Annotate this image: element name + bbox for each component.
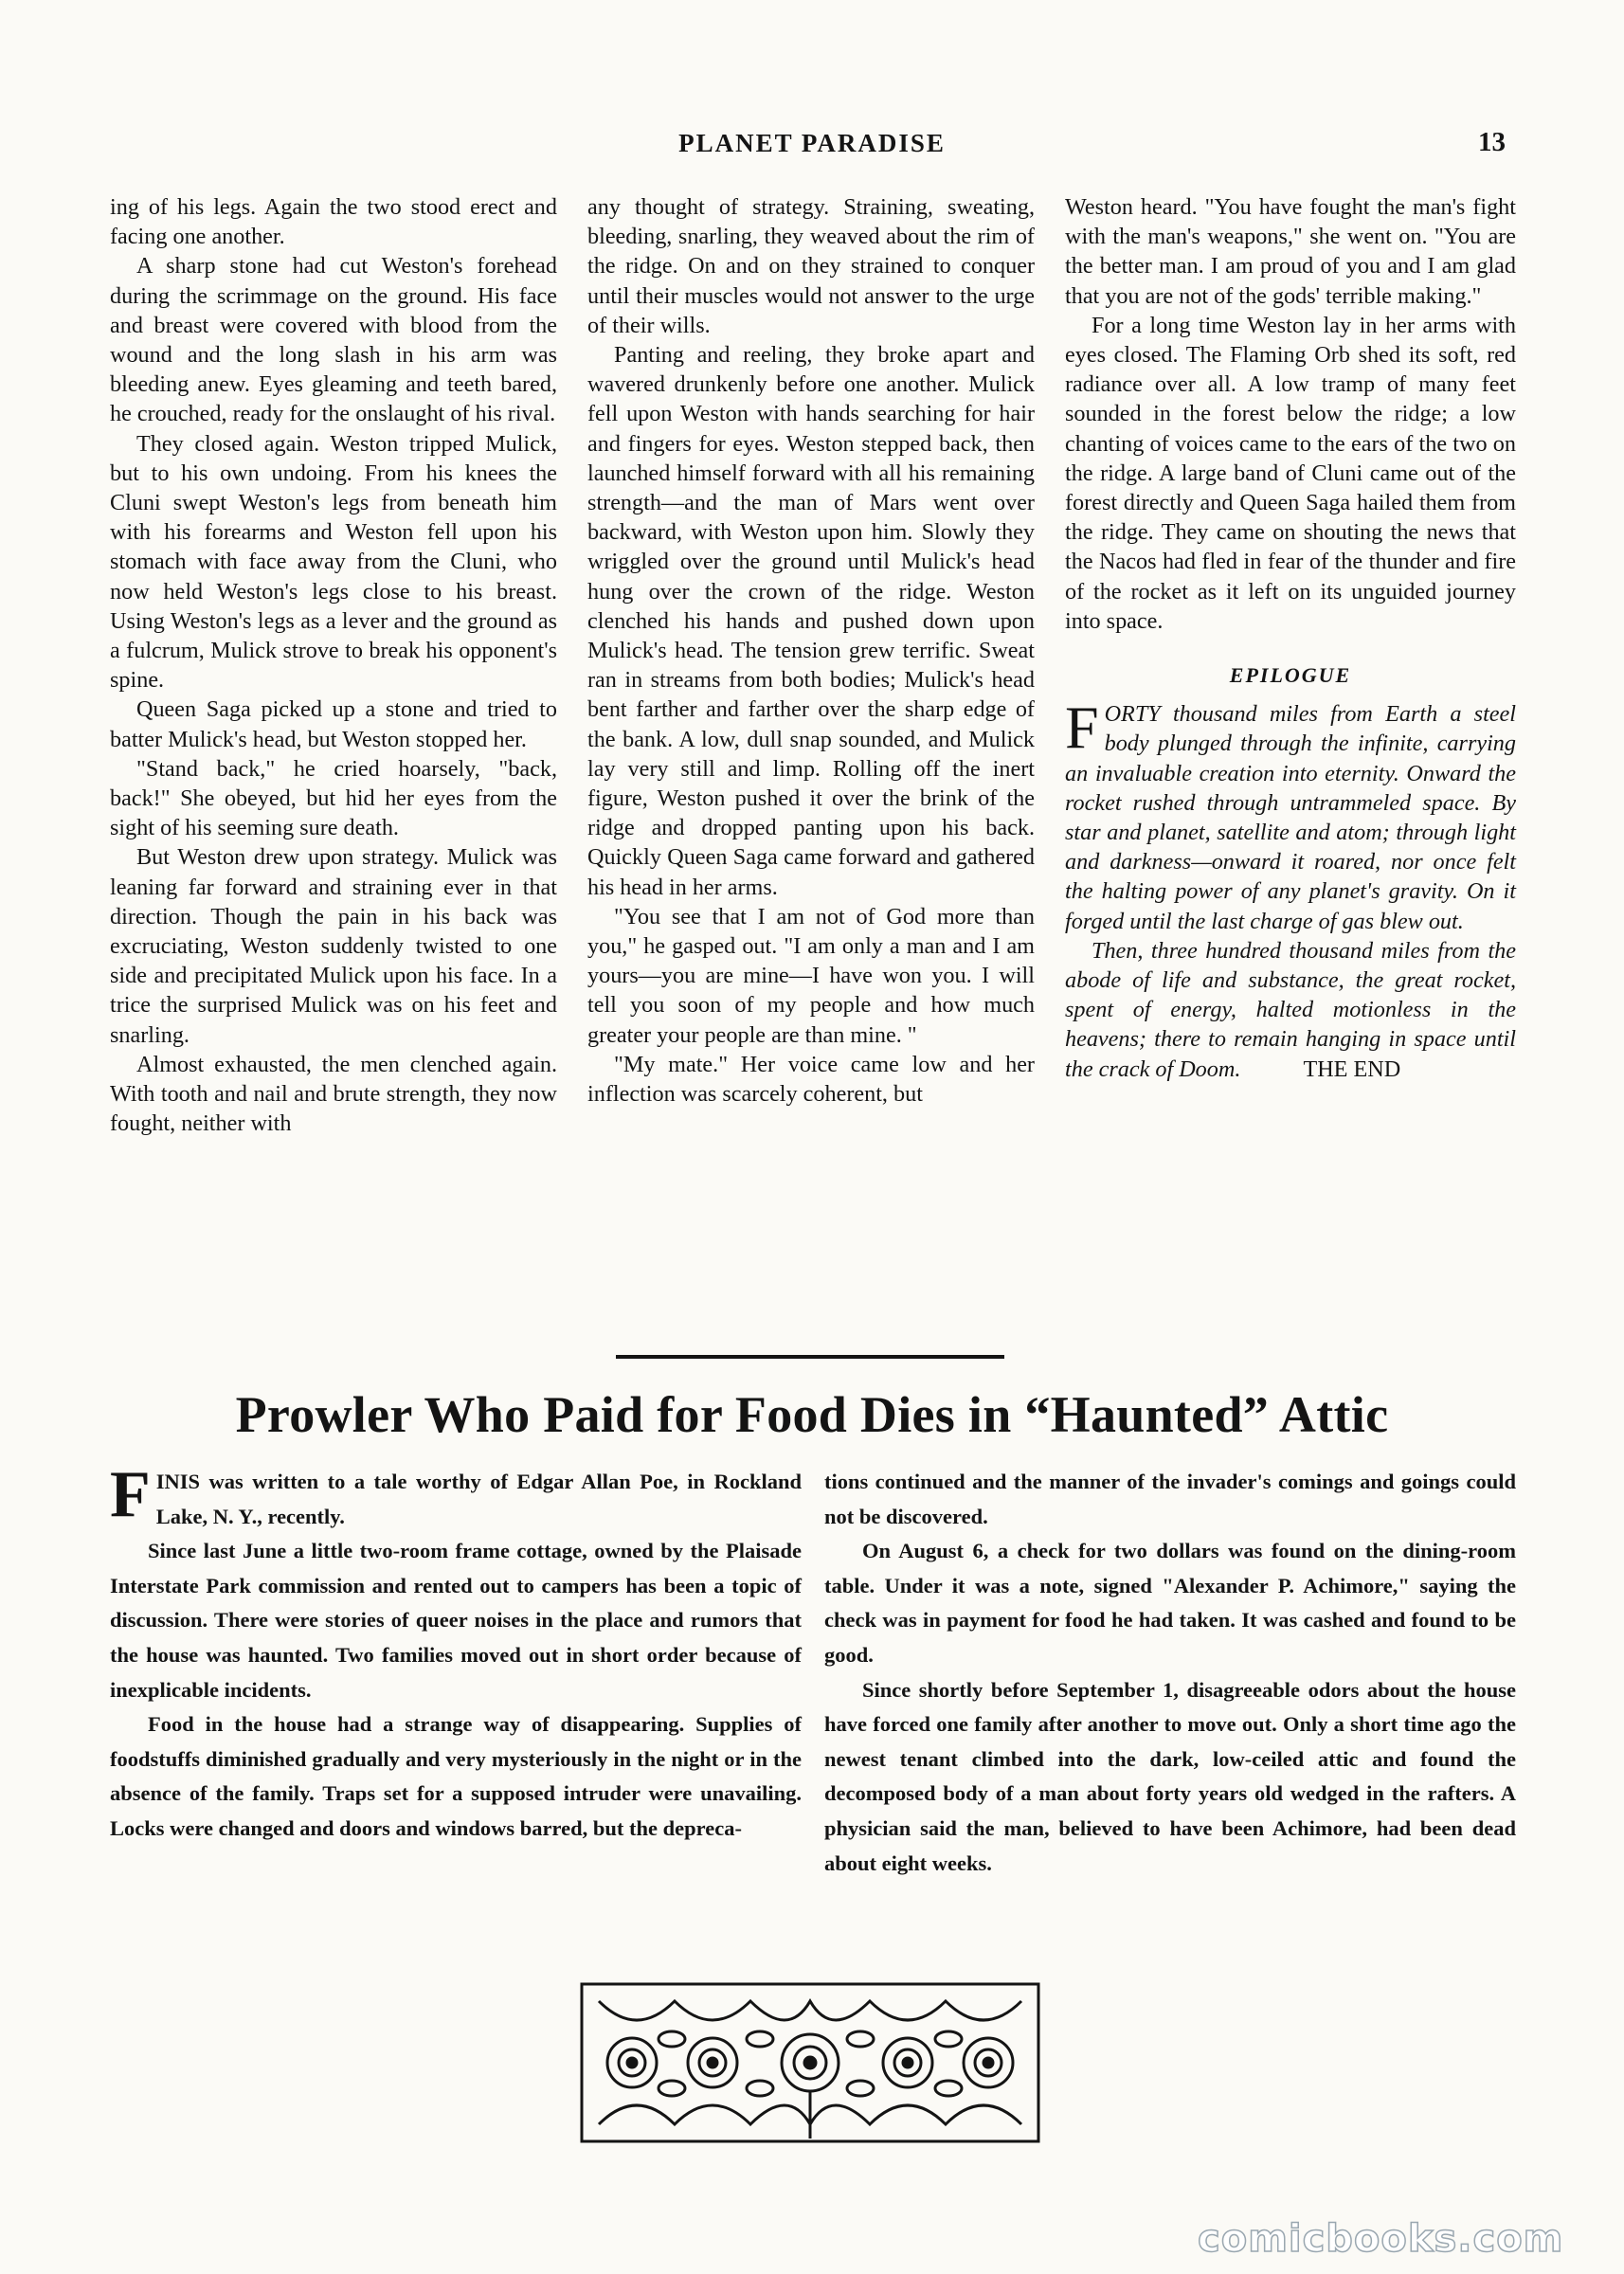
paragraph: Since shortly before September 1, disagreeable odors about the house have forced one family after another to move out. Only a short time ago the newest tenant climbed into the dark, low-ceiled attic and found the decomposed body of a man about forty years old wedged in the rafters. A physician said the man, believed to have been Achimore, had been dead about eight weeks. xyxy=(824,1677,1516,1875)
paragraph: "You see that I am not of God more than you," he gasped out. "I am only a man and I am yours—you are mine—I have won you. I will tell you soon of my people and how much greater your people are than mine. " xyxy=(587,903,1035,1048)
story-column-3 xyxy=(1065,192,1516,1084)
epilogue-paragraph: Then, three hundred thousand miles from the abode of life and substance, the great rocket, spent of energy, halted motionless in the heavens; there to remain hanging in space until the crack of Doom. xyxy=(1065,937,1516,1082)
article-column-2 xyxy=(824,1465,1516,1881)
page-number: 13 xyxy=(1478,127,1506,157)
paragraph: Almost exhausted, the men clenched again. With tooth and nail and brute strength, they now fought, neither with xyxy=(110,1051,557,1137)
paragraph: any thought of strategy. Straining, sweating, bleeding, snarling, they weaved about the rim of the ridge. On and on they strained to conquer until their muscles would not answer to the urge of their wills. xyxy=(587,194,1035,338)
epilogue-title: EPILOGUE xyxy=(1229,663,1352,688)
story-column-2 xyxy=(587,192,1035,1109)
paragraph: But Weston drew upon strategy. Mulick was leaning far forward and straining ever in that direction. Though the pain in his back was excruciating, Weston suddenly twisted to one side and precipitated Mulick upon his face. In a trice the surprised Mulick was on his feet and snarling. xyxy=(110,844,557,1048)
epilogue-text xyxy=(1065,694,1516,1084)
story-column-1 xyxy=(110,192,557,1139)
drop-cap: F xyxy=(1065,694,1099,762)
watermark: comicbooks.com xyxy=(1198,2217,1564,2261)
paragraph: INIS was written to a tale worthy of Edgar Allan Poe, in Rockland Lake, N. Y., recently. xyxy=(155,1470,802,1528)
paragraph: ing of his legs. Again the two stood erect and facing one another. xyxy=(110,194,557,250)
paragraph: Queen Saga picked up a stone and tried to batter Mulick's head, but Weston stopped her. xyxy=(110,696,557,752)
the-end: THE END xyxy=(1303,1056,1401,1082)
paragraph: Food in the house had a strange way of disappearing. Supplies of foodstuffs diminished gradually and very mysteriously in the night or in the absence of the family. Traps set for a supposed intruder were unavailing. Locks were changed and doors and windows barred, but the depreca- xyxy=(110,1712,802,1840)
drop-cap: F xyxy=(110,1458,151,1531)
paragraph: "Stand back," he cried hoarsely, "back, back!" She obeyed, but hid her eyes from the sight of his seeming sure death. xyxy=(110,755,557,841)
paragraph: Since last June a little two-room frame cottage, owned by the Plaisade Interstate Park commission and rented out to campers has been a topic of discussion. There were stories of queer noises in the place and rumors that the house was haunted. Two families moved out in short order because of inexplicable incidents. xyxy=(110,1539,802,1702)
paragraph: "My mate." Her voice came low and her inflection was scarcely coherent, but xyxy=(587,1051,1035,1108)
running-header: PLANET PARADISE xyxy=(678,129,946,157)
divider-rule xyxy=(616,1355,1004,1359)
epilogue-paragraph: ORTY thousand miles from Earth a steel body plunged through the infinite, carrying an invaluable creation into eternity. Onward the rocket rushed through untrammeled space. By star and planet, satellite and atom; through light and darkness—onward it roared, nor once felt the halting power of any planet's gravity. On it forged until the last charge of gas blew out. xyxy=(1065,701,1516,934)
paragraph: Panting and reeling, they broke apart and wavered drunkenly before one another. Mulick fell upon Weston with hands searching for hair and fingers for eyes. Weston stepped back, then launched himself forward with all his remaining strength—and the man of Mars went over backward, with Weston upon him. Slowly they wriggled over the ground until Mulick's head hung over the crown of the ridge. Weston clenched his hands and pushed down upon Mulick's head. The tension grew terrific. Sweat ran in streams from both bodies; Mulick's head bent farther and farther over the sharp edge of the bank. A low, dull snap sounded, and Mulick lay very still and limp. Rolling off the inert figure, Weston pushed it over the brink of the ridge and dropped panting upon his back. Quickly Queen Saga came forward and gathered his head in her arms. xyxy=(587,342,1035,900)
paragraph: A sharp stone had cut Weston's forehead during the scrimmage on the ground. His face and breast were covered with blood from the wound and the long slash in his arm was bleeding anew. Eyes gleaming and teeth bared, he crouched, ready for the onslaught of his rival. xyxy=(110,253,557,427)
paragraph: For a long time Weston lay in her arms with eyes closed. The Flaming Orb shed its soft, red radiance over all. A low tramp of many feet sounded in the forest below the ridge; a low chanting of voices came to the ears of the two on the ridge. A large band of Cluni came out of the forest directly and Queen Saga hailed them from the ridge. They came on shouting the news that the Nacos had fled in fear of the thunder and fire of the rocket as it left on its unguided journey into space. xyxy=(1065,312,1516,634)
article-column-1 xyxy=(110,1458,802,1847)
paragraph: tions continued and the manner of the invader's comings and goings could not be discovered. xyxy=(824,1470,1516,1528)
paragraph: Weston heard. "You have fought the man's fight with the man's weapons," she went on. "You are the better man. I am proud of you and I am glad that you are not of the gods' terrible making." xyxy=(1065,194,1516,309)
paragraph: On August 6, a check for two dollars was found on the dining-room table. Under it was a note, signed "Alexander P. Achimore," saying the check was in payment for food he had taken. It was cashed and found to be good. xyxy=(824,1539,1516,1667)
article-headline: Prowler Who Paid for Food Dies in “Haunted” Attic xyxy=(235,1386,1389,1443)
floral-ornament-icon xyxy=(580,1982,1040,2143)
paragraph: They closed again. Weston tripped Mulick, but to his own undoing. From his knees the Cluni swept Weston's legs from beneath him with his forearms and Weston fell upon his stomach with face away from the Cluni, who now held Weston's legs close to his breast. Using Weston's legs as a lever and the ground as a fulcrum, Mulick strove to break his opponent's spine. xyxy=(110,430,557,694)
